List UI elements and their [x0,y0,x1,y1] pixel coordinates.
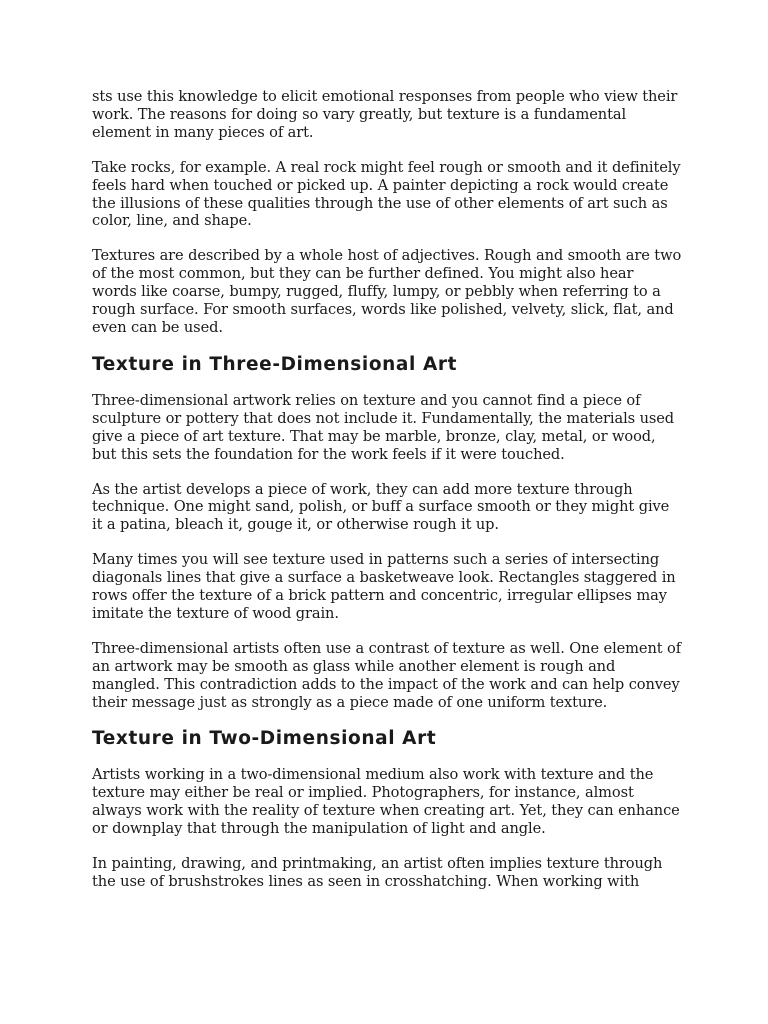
paragraph-intro-3: Textures are described by a whole host of adjectives. Rough and smooth are two of the most common, but they can be further defined. You might also hear words like coarse, bumpy, rugged, fluffy, lumpy, or pebbly when referring to a rough surface. For smooth surfaces, words like polished, velvety, slick, flat, and even can be used. [92,247,682,336]
document-page [92,88,682,908]
paragraph-intro-2: Take rocks, for example. A real rock might feel rough or smooth and it definitely feels hard when touched or picked up. A painter depicting a rock would create the illusions of these qualities through the use of other elements of art such as color, line, and shape. [92,158,681,230]
heading-three-dimensional: Texture in Three-Dimensional Art [92,353,458,375]
paragraph-3d-4: Three-dimensional artists often use a contrast of texture as well. One element of an artwork may be smooth as glass while another element is rough and mangled. This contradiction adds to the impact of the work and can help convey their message just as strongly as a piece made of one uniform texture. [92,639,682,711]
paragraph-3d-1: Three-dimensional artwork relies on texture and you cannot find a piece of sculpture or pottery that does not include it. Fundamentally, the materials used give a piece of art texture. That may be marble, bronze, clay, metal, or wood, but this sets the foundation for the work feels if it were touched. [92,391,675,463]
paragraph-3d-2: As the artist develops a piece of work, they can add more texture through technique. One might sand, polish, or buff a surface smooth or they might give it a patina, bleach it, gouge it, or otherwise rough it up. [92,480,670,534]
heading-two-dimensional: Texture in Two-Dimensional Art [92,728,437,750]
paragraph-2d-1: Artists working in a two-dimensional medium also work with texture and the texture may either be real or implied. Photographers, for instance, almost always work with the reality of texture when creating art. Yet, they can enhance or downplay that through the manipulation of light and angle. [92,766,680,838]
paragraph-intro-1: sts use this knowledge to elicit emotional responses from people who view their work. The reasons for doing so vary greatly, but texture is a fundamental element in many pieces of art. [92,88,678,141]
paragraph-3d-3: Many times you will see texture used in patterns such a series of intersecting diagonals lines that give a surface a basketweave look. Rectangles staggered in rows offer the texture of a brick pattern and concentric, irregular ellipses may imitate the texture of wood grain. [92,551,676,622]
paragraph-2d-2: In painting, drawing, and printmaking, an artist often implies texture through the use of brushstrokes lines as seen in crosshatching. When working with [92,855,663,890]
